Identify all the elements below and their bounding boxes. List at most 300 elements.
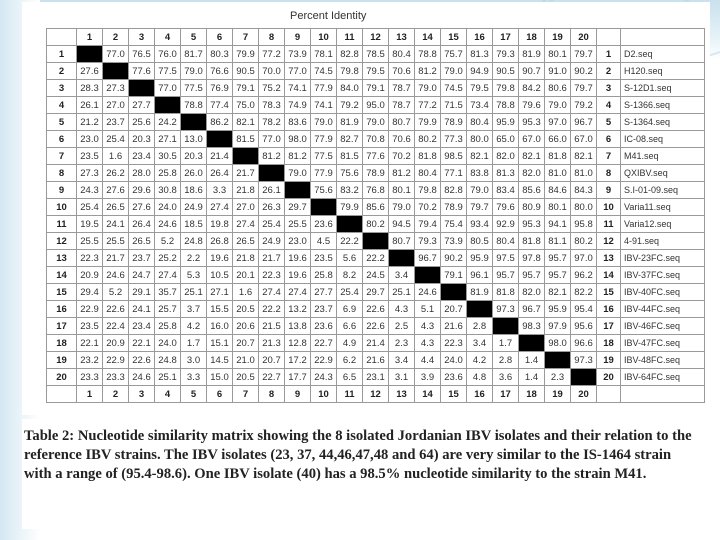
matrix-cell: 16.0	[207, 318, 233, 335]
matrix-cell: 23.5	[77, 148, 103, 165]
matrix-cell: 90.2	[571, 63, 597, 80]
matrix-cell: 29.7	[285, 199, 311, 216]
diagonal-cell	[389, 250, 415, 267]
matrix-cell: 80.6	[545, 80, 571, 97]
matrix-cell: 90.2	[441, 250, 467, 267]
matrix-cell: 80.2	[571, 233, 597, 250]
strain-name: Varia12.seq	[621, 216, 705, 233]
matrix-cell: 90.5	[233, 63, 259, 80]
matrix-cell: 25.8	[311, 267, 337, 284]
row-number-right: 8	[597, 165, 621, 182]
matrix-cell: 29.7	[363, 284, 389, 301]
matrix-cell: 21.6	[441, 318, 467, 335]
matrix-cell: 95.4	[571, 301, 597, 318]
matrix-cell: 26.0	[181, 165, 207, 182]
matrix-cell: 80.4	[389, 46, 415, 63]
row-number: 16	[47, 301, 77, 318]
matrix-cell: 80.7	[389, 114, 415, 131]
matrix-cell: 81.2	[285, 148, 311, 165]
matrix-cell: 22.1	[77, 335, 103, 352]
row-number: 15	[47, 284, 77, 301]
matrix-cell: 27.6	[129, 199, 155, 216]
matrix-cell: 97.5	[493, 250, 519, 267]
matrix-row	[47, 165, 705, 182]
row-number: 11	[47, 216, 77, 233]
matrix-cell: 76.8	[363, 182, 389, 199]
row-number-right: 7	[597, 148, 621, 165]
matrix-cell: 24.9	[181, 199, 207, 216]
matrix-cell: 77.0	[103, 46, 129, 63]
column-number-bottom: 2	[103, 386, 129, 403]
matrix-cell: 67.0	[519, 131, 545, 148]
matrix-cell: 26.3	[259, 199, 285, 216]
matrix-cell: 80.1	[545, 46, 571, 63]
matrix-cell: 24.0	[155, 199, 181, 216]
matrix-row	[47, 284, 705, 301]
matrix-cell: 20.3	[129, 131, 155, 148]
column-number: 15	[441, 29, 467, 46]
matrix-cell: 74.1	[311, 97, 337, 114]
matrix-cell: 24.6	[103, 267, 129, 284]
matrix-cell: 21.7	[233, 165, 259, 182]
row-number-right: 10	[597, 199, 621, 216]
matrix-cell: 2.2	[181, 250, 207, 267]
matrix-cell: 25.4	[259, 216, 285, 233]
matrix-cell: 23.4	[129, 148, 155, 165]
strain-name: IBV-44FC.seq	[621, 301, 705, 318]
matrix-row	[47, 369, 705, 386]
matrix-cell: 79.0	[545, 97, 571, 114]
matrix-cell: 20.3	[181, 148, 207, 165]
matrix-cell: 81.8	[519, 233, 545, 250]
matrix-cell: 79.1	[363, 80, 389, 97]
matrix-cell: 79.8	[493, 80, 519, 97]
matrix-cell: 81.0	[571, 165, 597, 182]
matrix-cell: 25.5	[103, 233, 129, 250]
matrix-cell: 79.6	[519, 97, 545, 114]
matrix-cell: 82.1	[467, 148, 493, 165]
column-number: 4	[155, 29, 181, 46]
matrix-cell: 80.1	[545, 199, 571, 216]
matrix-cell: 78.7	[389, 97, 415, 114]
matrix-cell: 73.9	[285, 46, 311, 63]
matrix-cell: 22.3	[441, 335, 467, 352]
matrix-footer-row	[47, 386, 705, 403]
matrix-cell: 23.7	[103, 114, 129, 131]
column-number: 11	[337, 29, 363, 46]
matrix-cell: 79.0	[415, 80, 441, 97]
matrix-cell: 76.9	[207, 80, 233, 97]
matrix-cell: 4.5	[311, 233, 337, 250]
matrix-cell: 29.4	[77, 284, 103, 301]
matrix-cell: 25.2	[155, 250, 181, 267]
matrix-cell: 96.6	[571, 335, 597, 352]
column-number: 12	[363, 29, 389, 46]
matrix-cell: 24.6	[129, 369, 155, 386]
row-number: 5	[47, 114, 77, 131]
matrix-cell: 24.1	[103, 216, 129, 233]
strain-name: Varia11.seq	[621, 199, 705, 216]
matrix-cell: 97.3	[571, 352, 597, 369]
matrix-cell: 21.7	[103, 250, 129, 267]
matrix-cell: 92.9	[493, 216, 519, 233]
matrix-cell: 4.4	[415, 352, 441, 369]
matrix-cell: 78.9	[441, 199, 467, 216]
matrix-cell: 14.5	[207, 352, 233, 369]
matrix-cell: 82.1	[233, 114, 259, 131]
matrix-cell: 22.7	[259, 369, 285, 386]
matrix-cell: 81.7	[181, 46, 207, 63]
matrix-cell: 71.5	[441, 97, 467, 114]
matrix-cell: 81.2	[389, 165, 415, 182]
column-number-bottom: 16	[467, 386, 493, 403]
matrix-title: Percent Identity	[290, 10, 367, 22]
matrix-cell: 83.2	[337, 182, 363, 199]
matrix-cell: 93.4	[467, 216, 493, 233]
caption-label: Table 2:	[24, 428, 75, 444]
diagonal-cell	[545, 352, 571, 369]
matrix-cell: 81.3	[493, 165, 519, 182]
matrix-cell: 3.7	[181, 301, 207, 318]
matrix-cell: 97.0	[571, 250, 597, 267]
column-number-bottom: 15	[441, 386, 467, 403]
matrix-cell: 26.1	[77, 97, 103, 114]
matrix-cell: 3.0	[181, 352, 207, 369]
matrix-cell: 77.5	[311, 148, 337, 165]
matrix-cell: 74.1	[285, 80, 311, 97]
matrix-cell: 1.6	[103, 148, 129, 165]
similarity-matrix	[46, 28, 705, 403]
matrix-cell: 79.5	[467, 80, 493, 97]
row-number: 20	[47, 369, 77, 386]
matrix-cell: 21.8	[233, 250, 259, 267]
matrix-cell: 77.5	[155, 63, 181, 80]
matrix-cell: 80.0	[467, 131, 493, 148]
matrix-cell: 79.8	[415, 182, 441, 199]
matrix-cell: 21.4	[363, 335, 389, 352]
matrix-cell: 29.1	[129, 284, 155, 301]
matrix-cell: 95.7	[519, 267, 545, 284]
matrix-cell: 22.9	[311, 352, 337, 369]
row-number: 6	[47, 131, 77, 148]
matrix-cell: 77.3	[441, 131, 467, 148]
matrix-cell: 19.6	[207, 250, 233, 267]
strain-name: IBV-48FC.seq	[621, 352, 705, 369]
matrix-cell: 79.0	[363, 114, 389, 131]
matrix-cell: 70.0	[259, 63, 285, 80]
matrix-cell: 94.9	[467, 63, 493, 80]
matrix-cell: 10.5	[207, 267, 233, 284]
matrix-cell: 95.3	[519, 114, 545, 131]
matrix-cell: 21.6	[363, 352, 389, 369]
matrix-cell: 79.1	[441, 267, 467, 284]
matrix-cell: 23.3	[103, 369, 129, 386]
strain-name: IC-08.seq	[621, 131, 705, 148]
matrix-cell: 79.0	[441, 63, 467, 80]
matrix-cell: 90.7	[519, 63, 545, 80]
blank-cell	[597, 386, 621, 403]
matrix-cell: 25.4	[77, 199, 103, 216]
row-number: 17	[47, 318, 77, 335]
matrix-cell: 13.2	[285, 301, 311, 318]
matrix-cell: 80.2	[415, 131, 441, 148]
matrix-cell: 26.8	[207, 233, 233, 250]
column-number-bottom: 5	[181, 386, 207, 403]
strain-name: S-1366.seq	[621, 97, 705, 114]
matrix-cell: 23.5	[77, 318, 103, 335]
matrix-cell: 20.9	[77, 267, 103, 284]
matrix-cell: 15.1	[207, 335, 233, 352]
matrix-cell: 78.7	[389, 80, 415, 97]
strain-name: IBV-47FC.seq	[621, 335, 705, 352]
matrix-cell: 3.4	[389, 352, 415, 369]
matrix-cell: 12.8	[285, 335, 311, 352]
matrix-cell: 15.0	[207, 369, 233, 386]
row-number: 8	[47, 165, 77, 182]
matrix-cell: 22.9	[103, 352, 129, 369]
matrix-cell: 75.6	[337, 165, 363, 182]
matrix-cell: 20.7	[233, 335, 259, 352]
matrix-row	[47, 131, 705, 148]
blank-cell	[621, 29, 705, 46]
matrix-cell: 24.7	[129, 267, 155, 284]
matrix-cell: 19.5	[77, 216, 103, 233]
strain-name: IBV-37FC.seq	[621, 267, 705, 284]
matrix-cell: 74.9	[285, 97, 311, 114]
strain-name: S.I-01-09.seq	[621, 182, 705, 199]
column-number: 16	[467, 29, 493, 46]
matrix-cell: 77.2	[259, 46, 285, 63]
matrix-cell: 22.6	[363, 318, 389, 335]
matrix-cell: 82.8	[441, 182, 467, 199]
matrix-cell: 95.3	[519, 216, 545, 233]
matrix-cell: 27.6	[103, 182, 129, 199]
matrix-row	[47, 199, 705, 216]
matrix-cell: 13.0	[181, 131, 207, 148]
matrix-cell: 70.2	[415, 199, 441, 216]
column-number: 1	[77, 29, 103, 46]
corner-cell	[47, 29, 77, 46]
column-number-bottom: 13	[389, 386, 415, 403]
matrix-cell: 24.3	[311, 369, 337, 386]
matrix-cell: 80.4	[467, 114, 493, 131]
matrix-cell: 78.9	[363, 165, 389, 182]
strain-name: IBV-40FC.seq	[621, 284, 705, 301]
row-number-right: 1	[597, 46, 621, 63]
matrix-cell: 23.6	[311, 216, 337, 233]
matrix-cell: 2.8	[493, 352, 519, 369]
matrix-cell: 81.5	[233, 131, 259, 148]
matrix-cell: 75.7	[441, 46, 467, 63]
matrix-cell: 22.2	[363, 250, 389, 267]
column-number-bottom: 1	[77, 386, 103, 403]
matrix-cell: 82.7	[337, 131, 363, 148]
matrix-cell: 95.8	[571, 216, 597, 233]
row-number-right: 11	[597, 216, 621, 233]
row-number-right: 15	[597, 284, 621, 301]
matrix-cell: 6.6	[337, 318, 363, 335]
matrix-cell: 21.4	[207, 148, 233, 165]
matrix-cell: 78.8	[181, 97, 207, 114]
matrix-cell: 80.4	[493, 233, 519, 250]
matrix-cell: 1.7	[493, 335, 519, 352]
matrix-cell: 73.4	[467, 97, 493, 114]
matrix-cell: 25.6	[129, 114, 155, 131]
matrix-cell: 3.4	[389, 267, 415, 284]
column-number-bottom: 3	[129, 386, 155, 403]
matrix-cell: 77.5	[181, 80, 207, 97]
matrix-cell: 26.4	[207, 165, 233, 182]
strain-name: IBV-46FC.seq	[621, 318, 705, 335]
matrix-cell: 1.7	[181, 335, 207, 352]
matrix-cell: 19.6	[285, 250, 311, 267]
matrix-cell: 82.1	[519, 148, 545, 165]
matrix-cell: 23.6	[441, 369, 467, 386]
corner-cell	[47, 386, 77, 403]
matrix-cell: 25.1	[181, 284, 207, 301]
column-number-bottom: 17	[493, 386, 519, 403]
matrix-cell: 79.9	[337, 199, 363, 216]
matrix-cell: 1.6	[233, 284, 259, 301]
column-number-bottom: 6	[207, 386, 233, 403]
matrix-cell: 78.8	[415, 46, 441, 63]
matrix-cell: 27.4	[259, 284, 285, 301]
matrix-cell: 81.2	[415, 63, 441, 80]
matrix-cell: 81.8	[415, 148, 441, 165]
matrix-cell: 70.6	[389, 63, 415, 80]
strain-name: QXIBV.seq	[621, 165, 705, 182]
diagonal-cell	[103, 63, 129, 80]
column-number: 7	[233, 29, 259, 46]
matrix-cell: 19.8	[207, 216, 233, 233]
matrix-cell: 85.6	[519, 182, 545, 199]
matrix-cell: 83.4	[493, 182, 519, 199]
diagonal-cell	[181, 114, 207, 131]
row-number: 4	[47, 97, 77, 114]
strain-name: S-12D1.seq	[621, 80, 705, 97]
matrix-row	[47, 250, 705, 267]
blank-cell	[597, 29, 621, 46]
matrix-cell: 21.0	[233, 352, 259, 369]
diagonal-cell	[467, 301, 493, 318]
matrix-cell: 81.0	[545, 165, 571, 182]
matrix-cell: 3.1	[389, 369, 415, 386]
matrix-cell: 23.2	[77, 352, 103, 369]
matrix-cell: 2.5	[389, 318, 415, 335]
diagonal-cell	[415, 267, 441, 284]
matrix-cell: 23.5	[311, 250, 337, 267]
matrix-cell: 82.2	[571, 284, 597, 301]
diagonal-cell	[155, 97, 181, 114]
column-number-bottom: 11	[337, 386, 363, 403]
matrix-cell: 23.4	[129, 318, 155, 335]
column-number: 17	[493, 29, 519, 46]
matrix-cell: 86.2	[207, 114, 233, 131]
matrix-cell: 24.9	[259, 233, 285, 250]
matrix-cell: 29.6	[129, 182, 155, 199]
matrix-cell: 2.3	[389, 335, 415, 352]
matrix-cell: 95.9	[493, 114, 519, 131]
matrix-cell: 70.6	[389, 131, 415, 148]
matrix-cell: 79.4	[415, 216, 441, 233]
matrix-cell: 95.9	[545, 301, 571, 318]
strain-name: H120.seq	[621, 63, 705, 80]
matrix-cell: 26.2	[103, 165, 129, 182]
matrix-cell: 81.8	[493, 284, 519, 301]
matrix-cell: 79.0	[181, 63, 207, 80]
matrix-cell: 27.3	[103, 80, 129, 97]
matrix-cell: 27.7	[129, 97, 155, 114]
matrix-cell: 26.1	[259, 182, 285, 199]
matrix-cell: 79.8	[337, 63, 363, 80]
matrix-cell: 80.2	[363, 216, 389, 233]
matrix-cell: 81.9	[519, 46, 545, 63]
matrix-cell: 81.9	[467, 284, 493, 301]
matrix-cell: 80.5	[467, 233, 493, 250]
matrix-cell: 79.0	[285, 165, 311, 182]
matrix-cell: 23.3	[77, 369, 103, 386]
matrix-cell: 20.6	[233, 318, 259, 335]
matrix-cell: 25.8	[155, 318, 181, 335]
diagonal-cell	[519, 335, 545, 352]
matrix-row	[47, 216, 705, 233]
matrix-cell: 22.1	[129, 335, 155, 352]
matrix-cell: 20.5	[233, 369, 259, 386]
column-number-bottom: 18	[519, 386, 545, 403]
matrix-cell: 66.0	[545, 131, 571, 148]
row-number: 3	[47, 80, 77, 97]
matrix-cell: 8.2	[337, 267, 363, 284]
matrix-row	[47, 182, 705, 199]
column-number-bottom: 4	[155, 386, 181, 403]
matrix-cell: 82.1	[545, 284, 571, 301]
row-number-right: 18	[597, 335, 621, 352]
matrix-row	[47, 148, 705, 165]
matrix-row	[47, 233, 705, 250]
matrix-cell: 77.0	[259, 131, 285, 148]
matrix-cell: 73.9	[441, 233, 467, 250]
matrix-cell: 17.7	[285, 369, 311, 386]
matrix-cell: 78.9	[441, 114, 467, 131]
matrix-cell: 82.8	[337, 46, 363, 63]
column-number: 13	[389, 29, 415, 46]
matrix-cell: 27.0	[233, 199, 259, 216]
matrix-cell: 75.2	[259, 80, 285, 97]
diagonal-cell	[441, 284, 467, 301]
matrix-cell: 79.9	[415, 114, 441, 131]
diagonal-cell	[233, 148, 259, 165]
matrix-cell: 25.5	[285, 216, 311, 233]
diagonal-cell	[285, 182, 311, 199]
matrix-cell: 21.2	[77, 114, 103, 131]
matrix-cell: 84.3	[571, 182, 597, 199]
matrix-cell: 22.2	[259, 301, 285, 318]
matrix-cell: 24.8	[155, 352, 181, 369]
row-number-right: 13	[597, 250, 621, 267]
row-number-right: 9	[597, 182, 621, 199]
blank-cell	[621, 386, 705, 403]
matrix-cell: 70.2	[389, 148, 415, 165]
matrix-cell: 78.8	[493, 97, 519, 114]
matrix-cell: 27.1	[155, 131, 181, 148]
matrix-cell: 81.9	[337, 114, 363, 131]
diagonal-cell	[311, 199, 337, 216]
matrix-cell: 75.4	[441, 216, 467, 233]
matrix-cell: 22.6	[129, 352, 155, 369]
row-number-right: 14	[597, 267, 621, 284]
column-number: 18	[519, 29, 545, 46]
matrix-cell: 95.7	[493, 267, 519, 284]
